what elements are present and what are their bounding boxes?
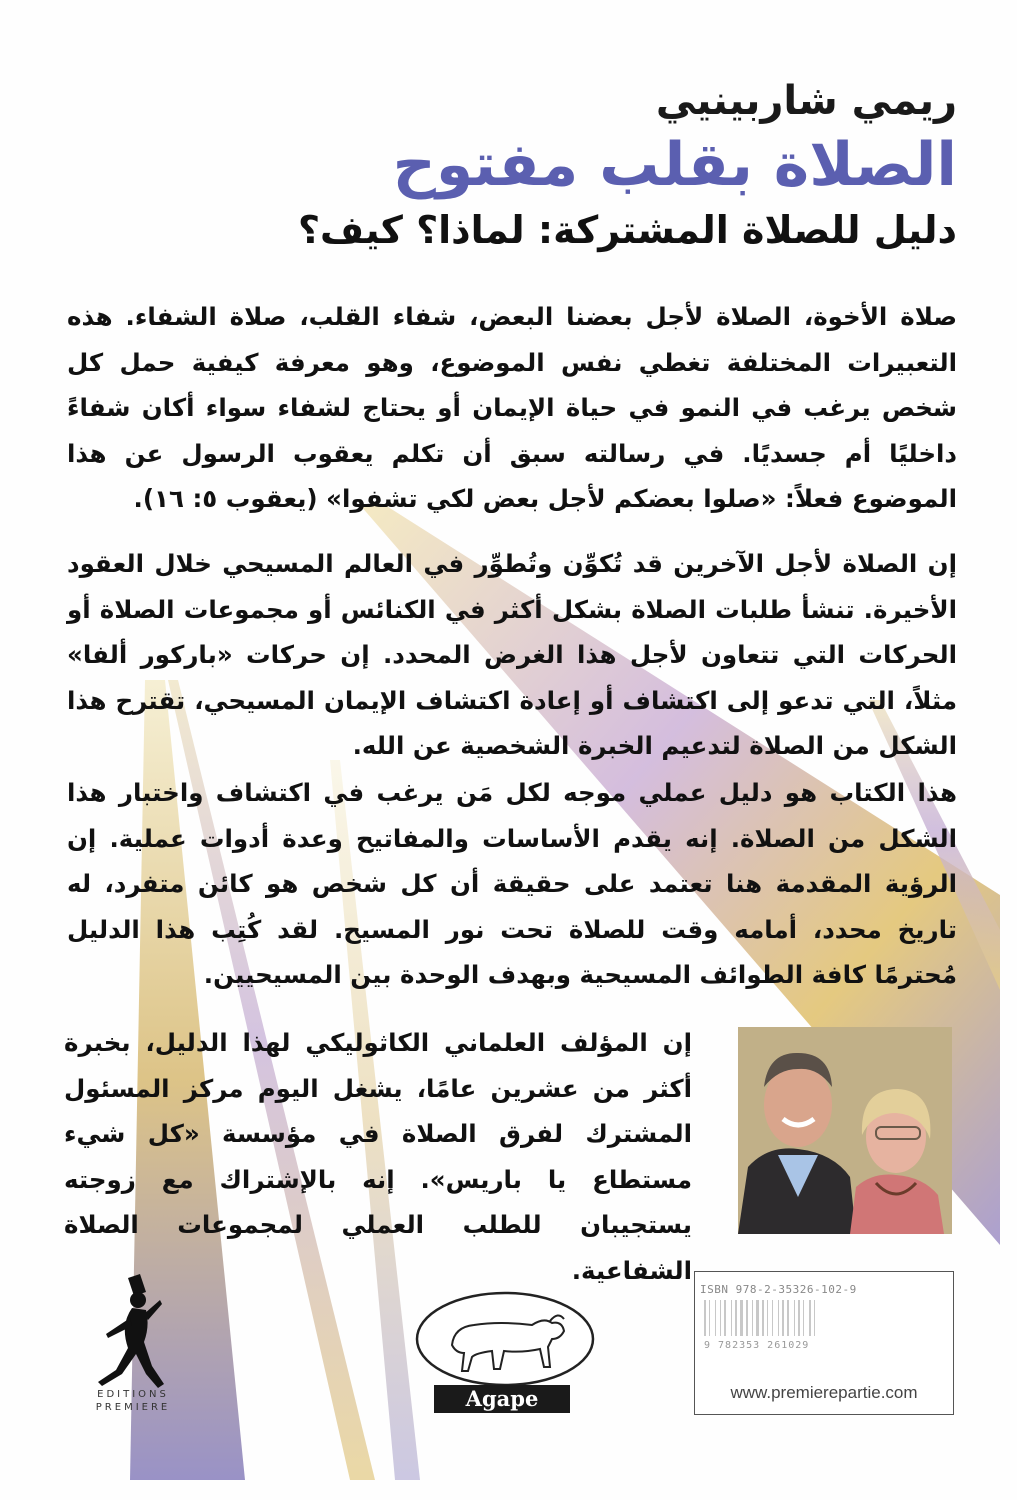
barcode-bar bbox=[731, 1300, 732, 1336]
barcode-bar bbox=[814, 1300, 815, 1336]
barcode-bar bbox=[794, 1300, 795, 1336]
editions-line-2: PREMIERE bbox=[95, 1402, 171, 1413]
barcode-bar bbox=[740, 1300, 743, 1336]
author-photo bbox=[738, 1027, 952, 1234]
barcode-bar bbox=[803, 1300, 804, 1336]
barcode-bar bbox=[746, 1300, 748, 1336]
barcode-bar bbox=[787, 1300, 789, 1336]
barcode-bars bbox=[700, 1298, 890, 1338]
isbn-text: ISBN 978-2-35326-102-9 bbox=[700, 1283, 857, 1296]
author-name: ريمي شاربينيي bbox=[655, 78, 957, 124]
barcode-bar bbox=[720, 1300, 721, 1336]
author-bio: إن المؤلف العلماني الكاثوليكي لهذا الدليل، بخبرة أكثر من عشرين عامًا، يشغل اليوم مركز المسئول المشترك لفرق الصلاة في مؤسسة «كل شيء مستطاع يا باريس». إنه بالإشتراك مع زوجته يستجيبان للطلب العملي لمجموعات الصلاة الشفاعية. bbox=[64, 1028, 692, 1285]
barcode-bar bbox=[798, 1300, 800, 1336]
editions-premiere-wordmark bbox=[78, 1388, 188, 1414]
barcode-bar bbox=[709, 1300, 710, 1336]
publisher-website: www.premierepartie.com bbox=[730, 1383, 918, 1402]
editions-line-1: EDITIONS bbox=[97, 1389, 169, 1400]
barcode-bar bbox=[782, 1300, 784, 1336]
blurb-paragraph-3: هذا الكتاب هو دليل عملي موجه لكل مَن يرغب في اكتشاف واختبار هذا الشكل من الصلاة. إنه يقدم الأساسات والمفاتيح وعدة أدوات عملية. إن الرؤية المقدمة هنا تعتمد على حقيقة أن كل شخص هو كائن متفرد، له تاريخ محدد، أمامه وقت للصلاة تحت نور المسيح. لقد كُتِب هذا الدليل مُحترمًا كافة الطوائف المسيحية وبهدف الوحدة بين المسيحيين. bbox=[67, 778, 957, 989]
barcode-bar bbox=[704, 1300, 706, 1336]
barcode-bar bbox=[772, 1300, 773, 1336]
barcode-bar bbox=[715, 1300, 716, 1336]
barcode-bar bbox=[778, 1300, 779, 1336]
barcode-bar bbox=[762, 1300, 764, 1336]
barcode-bar bbox=[767, 1300, 768, 1336]
barcode-bar bbox=[752, 1300, 753, 1336]
blurb-paragraph-2: إن الصلاة لأجل الآخرين قد تُكوِّن وتُطوِّر في العالم المسيحي خلال العقود الأخيرة. تنشأ طلبات الصلاة بشكل أكثر في الكنائس أو مجموعات الصلاة أو الحركات التي تتعاون لأجل هذا الغرض المحدد. إن حركات «باركور ألفا» مثلاً، التي تدعو إلى اكتشاف أو إعادة اكتشاف الإيمان المسيحي، تقترح هذا الشكل من الصلاة لتدعيم الخبرة الشخصية عن الله. bbox=[67, 549, 957, 760]
barcode-bar bbox=[809, 1300, 811, 1336]
barcode-bar bbox=[724, 1300, 726, 1336]
book-subtitle: دليل للصلاة المشتركة: لماذا؟ كيف؟ bbox=[297, 208, 957, 252]
agape-wordmark: Agape bbox=[434, 1385, 570, 1413]
book-title: الصلاة بقلب مفتوح bbox=[392, 130, 957, 200]
barcode-digits: 9 782353 261029 bbox=[704, 1340, 810, 1351]
barcode-bar bbox=[735, 1300, 737, 1336]
barcode-bar bbox=[756, 1300, 759, 1336]
blurb-paragraph-1: صلاة الأخوة، الصلاة لأجل بعضنا البعض، شفاء القلب، صلاة الشفاء. هذه التعبيرات المختلفة تغطي نفس الموضوع، وهو معرفة كيفية حمل كل شخص يرغب في النمو في حياة الإيمان أو يحتاج لشفاء سواء أكان شفاءً داخليًا أم جسديًا. في رسالته سبق أن تكلم يعقوب الرسول عن هذا الموضوع فعلاً: «صلوا بعضكم لأجل بعض لكي تشفوا» (يعقوب ٥: ١٦). bbox=[67, 302, 957, 513]
